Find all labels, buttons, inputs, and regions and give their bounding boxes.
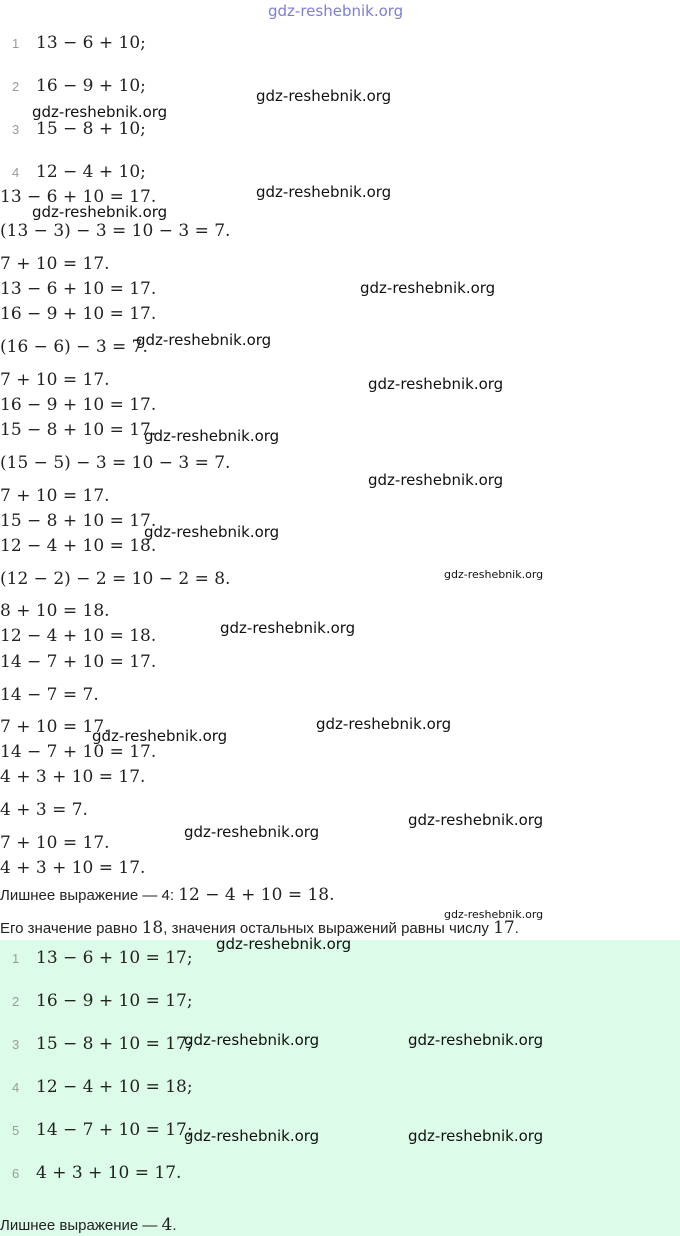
task-number: 3 — [12, 122, 20, 137]
task-expression: 13 − 6 + 10; — [36, 33, 146, 53]
task-expression: 15 − 8 + 10; — [36, 119, 146, 139]
value-end: . — [514, 920, 519, 937]
watermark: gdz-reshebnik.org — [256, 183, 392, 201]
answer-number: 2 — [12, 994, 20, 1009]
extra-expression-math: 12 − 4 + 10 = 18. — [178, 885, 335, 905]
answer-expression: 16 − 9 + 10 = 17; — [36, 991, 193, 1011]
watermark: gdz-reshebnik.org — [92, 727, 228, 745]
watermark: gdz-reshebnik.org — [136, 331, 272, 349]
value-number-1: 18 — [141, 918, 164, 938]
watermark: gdz-reshebnik.org — [216, 935, 352, 953]
answer-number: 5 — [12, 1123, 20, 1138]
solution-line: 7 + 10 = 17. — [0, 717, 110, 737]
solution-line: 4 + 3 + 10 = 17. — [0, 767, 146, 787]
watermark: gdz-reshebnik.org — [444, 908, 544, 921]
top-watermark: gdz-reshebnik.org — [268, 2, 404, 20]
extra-expression-text: Лишнее выражение — 4: — [0, 887, 179, 904]
watermark: gdz-reshebnik.org — [32, 203, 168, 221]
watermark: gdz-reshebnik.org — [144, 523, 280, 541]
answer-final-sentence — [0, 1215, 177, 1235]
watermark: gdz-reshebnik.org — [184, 1031, 320, 1049]
solution-line: 14 − 7 + 10 = 17. — [0, 652, 157, 672]
solution-line: 4 + 3 = 7. — [0, 800, 88, 820]
watermark: gdz-reshebnik.org — [32, 103, 168, 121]
watermark: gdz-reshebnik.org — [368, 471, 504, 489]
watermark: gdz-reshebnik.org — [408, 811, 544, 829]
watermark: gdz-reshebnik.org — [316, 715, 452, 733]
watermark: gdz-reshebnik.org — [360, 279, 496, 297]
solution-line: 13 − 6 + 10 = 17. — [0, 187, 157, 207]
answer-expression: 14 − 7 + 10 = 17; — [36, 1120, 193, 1140]
solution-line: 7 + 10 = 17. — [0, 370, 110, 390]
task-number: 4 — [12, 165, 20, 180]
answer-final-text: Лишнее выражение — — [0, 1217, 162, 1234]
answer-number: 4 — [12, 1080, 20, 1095]
solution-line: 13 − 6 + 10 = 17. — [0, 279, 157, 299]
watermark: gdz-reshebnik.org — [408, 1031, 544, 1049]
value-number-2: 17 — [493, 918, 515, 938]
value-text-1: Его значение равно — [0, 920, 142, 937]
solution-line: (13 − 3) − 3 = 10 − 3 = 7. — [0, 221, 231, 241]
solution-line: 8 + 10 = 18. — [0, 601, 110, 621]
answer-number: 6 — [12, 1166, 20, 1181]
watermark: gdz-reshebnik.org — [184, 823, 320, 841]
solution-line: 4 + 3 + 10 = 17. — [0, 858, 146, 878]
solution-line: (15 − 5) − 3 = 10 − 3 = 7. — [0, 453, 231, 473]
solution-line: 16 − 9 + 10 = 17. — [0, 304, 157, 324]
solution-line: 14 − 7 + 10 = 17. — [0, 742, 157, 762]
task-expression: 12 − 4 + 10; — [36, 162, 146, 182]
watermark: gdz-reshebnik.org — [220, 619, 356, 637]
answer-expression: 13 − 6 + 10 = 17; — [36, 948, 193, 968]
task-expression: 16 − 9 + 10; — [36, 76, 146, 96]
answer-expression: 4 + 3 + 10 = 17. — [36, 1163, 182, 1183]
watermark: gdz-reshebnik.org — [256, 87, 392, 105]
solution-line: 7 + 10 = 17. — [0, 833, 110, 853]
watermark: gdz-reshebnik.org — [444, 568, 544, 581]
solution-line: 15 − 8 + 10 = 17. — [0, 511, 157, 531]
task-number: 2 — [12, 79, 20, 94]
answer-final-value: 4 — [161, 1215, 173, 1235]
solution-line: 16 − 9 + 10 = 17. — [0, 395, 157, 415]
solution-line: 7 + 10 = 17. — [0, 254, 110, 274]
answer-final-end: . — [172, 1217, 177, 1234]
watermark: gdz-reshebnik.org — [144, 427, 280, 445]
answer-number: 3 — [12, 1037, 20, 1052]
answer-expression: 15 − 8 + 10 = 17; — [36, 1034, 193, 1054]
answer-number: 1 — [12, 951, 20, 966]
solution-line: 12 − 4 + 10 = 18. — [0, 626, 157, 646]
solution-line: 14 − 7 = 7. — [0, 685, 99, 705]
solution-line: 12 − 4 + 10 = 18. — [0, 536, 157, 556]
answer-expression: 12 − 4 + 10 = 18; — [36, 1077, 193, 1097]
watermark: gdz-reshebnik.org — [368, 375, 504, 393]
watermark: gdz-reshebnik.org — [408, 1127, 544, 1145]
task-number: 1 — [12, 36, 20, 51]
solution-line: (16 − 6) − 3 = 7. — [0, 337, 148, 357]
extra-expression-sentence — [0, 885, 335, 905]
value-text-2: , значения остальных выражений равны числу — [163, 920, 494, 937]
solution-line: (12 − 2) − 2 = 10 − 2 = 8. — [0, 569, 231, 589]
solution-line: 7 + 10 = 17. — [0, 486, 110, 506]
watermark: gdz-reshebnik.org — [184, 1127, 320, 1145]
solution-line: 15 − 8 + 10 = 17. — [0, 420, 157, 440]
